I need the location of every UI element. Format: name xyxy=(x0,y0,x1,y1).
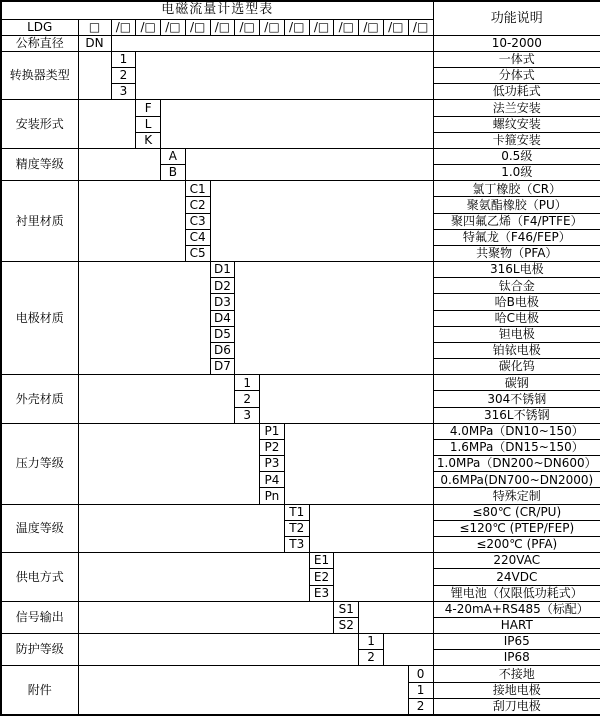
gap-cell-left xyxy=(78,423,260,504)
category-label: 外壳材质 xyxy=(1,375,78,424)
option-code-cell: P4 xyxy=(260,472,285,488)
category-label: 衬里材质 xyxy=(1,181,78,262)
option-code-cell: D3 xyxy=(210,294,235,310)
model-slot-box: /□ xyxy=(359,19,384,35)
option-desc-cell: 低功耗式 xyxy=(433,84,600,100)
option-code-cell: F xyxy=(136,100,161,116)
option-desc-cell: 聚氨酯橡胶（PU） xyxy=(433,197,600,213)
option-desc-cell: 碳钢 xyxy=(433,375,600,391)
option-code-cell: 1 xyxy=(359,634,384,650)
category-label: 供电方式 xyxy=(1,553,78,602)
option-desc-cell: 220VAC xyxy=(433,553,600,569)
option-code-cell: E1 xyxy=(309,553,334,569)
gap-cell-right xyxy=(309,504,433,553)
gap-cell-left xyxy=(78,148,161,180)
model-slot-box: /□ xyxy=(408,19,433,35)
model-slot-box: /□ xyxy=(235,19,260,35)
model-slot-box: /□ xyxy=(260,19,285,35)
gap-cell-left xyxy=(78,181,185,262)
option-desc-cell: 316L电极 xyxy=(433,262,600,278)
option-desc-cell: 24VDC xyxy=(433,569,600,585)
gap-cell-left xyxy=(78,51,111,100)
option-code-cell: D2 xyxy=(210,278,235,294)
option-desc-cell: 4-20mA+RS485（标配） xyxy=(433,601,600,617)
category-label: 附件 xyxy=(1,666,78,715)
option-code-cell: D7 xyxy=(210,359,235,375)
option-code-cell: 2 xyxy=(408,698,433,715)
gap-cell-left xyxy=(78,100,136,149)
category-label: 压力等级 xyxy=(1,423,78,504)
model-first-box: □ xyxy=(78,19,111,35)
category-label: 防护等级 xyxy=(1,634,78,666)
gap-cell-left xyxy=(78,634,359,666)
option-code-cell: 3 xyxy=(235,407,260,423)
option-code-cell: E2 xyxy=(309,569,334,585)
option-code-cell: C2 xyxy=(185,197,210,213)
option-desc-cell: ≤120℃ (PTEP/FEP) xyxy=(433,520,600,536)
option-desc-cell: ≤80℃ (CR/PU) xyxy=(433,504,600,520)
gap-cell-right xyxy=(111,35,433,51)
option-code-cell: D5 xyxy=(210,326,235,342)
gap-cell-left xyxy=(78,666,408,715)
option-desc-cell: 氯丁橡胶（CR） xyxy=(433,181,600,197)
option-code-cell: T3 xyxy=(284,537,309,553)
model-slot-box: /□ xyxy=(161,19,186,35)
model-slot-box: /□ xyxy=(383,19,408,35)
option-code-cell: S1 xyxy=(334,601,359,617)
option-code-cell: 1 xyxy=(235,375,260,391)
gap-cell-left xyxy=(78,262,210,375)
option-desc-cell: 刮刀电极 xyxy=(433,698,600,715)
option-code-cell: C5 xyxy=(185,245,210,261)
model-slot-box: /□ xyxy=(284,19,309,35)
gap-cell-left xyxy=(78,504,284,553)
option-desc-cell: 10-2000 xyxy=(433,35,600,51)
option-desc-cell: 分体式 xyxy=(433,68,600,84)
gap-cell-right xyxy=(185,148,433,180)
option-desc-cell: HART xyxy=(433,617,600,633)
category-label: 安装形式 xyxy=(1,100,78,149)
option-desc-cell: 0.5级 xyxy=(433,148,600,164)
option-desc-cell: 一体式 xyxy=(433,51,600,67)
model-slot-box: /□ xyxy=(136,19,161,35)
model-slot-box: /□ xyxy=(309,19,334,35)
page-title: 电磁流量计选型表 xyxy=(1,1,433,19)
option-desc-cell: 锂电池（仅限低功耗式） xyxy=(433,585,600,601)
option-code-cell: C3 xyxy=(185,213,210,229)
option-desc-cell: 304不锈钢 xyxy=(433,391,600,407)
gap-cell-left xyxy=(78,553,309,602)
option-desc-cell: 钽电极 xyxy=(433,326,600,342)
option-desc-cell: 哈C电极 xyxy=(433,310,600,326)
option-code-cell: E3 xyxy=(309,585,334,601)
option-desc-cell: 特殊定制 xyxy=(433,488,600,504)
option-code-cell: 3 xyxy=(111,84,136,100)
option-desc-cell: 哈B电极 xyxy=(433,294,600,310)
model-slot-box: /□ xyxy=(185,19,210,35)
option-code-cell: D1 xyxy=(210,262,235,278)
gap-cell-right xyxy=(334,553,433,602)
option-desc-cell: 4.0MPa（DN10~150） xyxy=(433,423,600,439)
category-label: 转换器类型 xyxy=(1,51,78,100)
option-desc-cell: 铂铱电极 xyxy=(433,342,600,358)
option-code-cell: P1 xyxy=(260,423,285,439)
option-code-cell: 1 xyxy=(111,51,136,67)
option-desc-cell: 1.6MPa（DN15~150） xyxy=(433,439,600,455)
gap-cell-right xyxy=(161,100,434,149)
model-slot-box: /□ xyxy=(111,19,136,35)
option-code-cell: D4 xyxy=(210,310,235,326)
option-code-cell: P3 xyxy=(260,456,285,472)
option-desc-cell: 螺纹安装 xyxy=(433,116,600,132)
option-desc-cell: 0.6MPa(DN700~DN2000) xyxy=(433,472,600,488)
model-slot-box: /□ xyxy=(334,19,359,35)
option-desc-cell: IP65 xyxy=(433,634,600,650)
option-code-cell: C4 xyxy=(185,229,210,245)
gap-cell-right xyxy=(235,262,433,375)
option-desc-cell: 316L不锈钢 xyxy=(433,407,600,423)
option-desc-cell: 共聚物（PFA） xyxy=(433,245,600,261)
option-code-cell: 2 xyxy=(359,650,384,666)
option-code-cell: L xyxy=(136,116,161,132)
option-code-cell: B xyxy=(161,165,186,181)
option-desc-cell: 接地电极 xyxy=(433,682,600,698)
option-code-cell: Pn xyxy=(260,488,285,504)
option-code-cell: 0 xyxy=(408,666,433,682)
gap-cell-right xyxy=(359,601,433,633)
option-desc-cell: IP68 xyxy=(433,650,600,666)
category-label: 精度等级 xyxy=(1,148,78,180)
option-code-cell: 2 xyxy=(235,391,260,407)
selection-table-body xyxy=(1,1,600,715)
option-code-cell: T2 xyxy=(284,520,309,536)
gap-cell-right xyxy=(383,634,433,666)
option-desc-cell: 特氟龙（F46/FEP） xyxy=(433,229,600,245)
category-label: 公称直径 xyxy=(1,35,78,51)
option-code-cell: DN xyxy=(78,35,111,51)
option-code-cell: P2 xyxy=(260,439,285,455)
gap-cell-right xyxy=(284,423,433,504)
model-slot-box: /□ xyxy=(210,19,235,35)
option-desc-cell: 卡箍安装 xyxy=(433,132,600,148)
option-code-cell: S2 xyxy=(334,617,359,633)
option-code-cell: A xyxy=(161,148,186,164)
category-label: 温度等级 xyxy=(1,504,78,553)
option-desc-cell: 不接地 xyxy=(433,666,600,682)
gap-cell-left xyxy=(78,601,334,633)
option-code-cell: K xyxy=(136,132,161,148)
gap-cell-right xyxy=(210,181,433,262)
option-desc-cell: 法兰安装 xyxy=(433,100,600,116)
option-desc-cell: 碳化钨 xyxy=(433,359,600,375)
function-column-header: 功能说明 xyxy=(433,1,600,35)
option-code-cell: 2 xyxy=(111,68,136,84)
category-label: 信号输出 xyxy=(1,601,78,633)
option-code-cell: 1 xyxy=(408,682,433,698)
option-desc-cell: ≤200℃ (PFA) xyxy=(433,537,600,553)
option-code-cell: C1 xyxy=(185,181,210,197)
category-label: 电极材质 xyxy=(1,262,78,375)
model-prefix-label: LDG xyxy=(1,19,78,35)
gap-cell-right xyxy=(260,375,433,424)
option-code-cell: T1 xyxy=(284,504,309,520)
option-desc-cell: 聚四氟乙烯（F4/PTFE） xyxy=(433,213,600,229)
gap-cell-left xyxy=(78,375,235,424)
option-desc-cell: 1.0MPa（DN200~DN600） xyxy=(433,456,600,472)
option-code-cell: D6 xyxy=(210,342,235,358)
option-desc-cell: 钛合金 xyxy=(433,278,600,294)
gap-cell-right xyxy=(136,51,433,100)
option-desc-cell: 1.0级 xyxy=(433,165,600,181)
